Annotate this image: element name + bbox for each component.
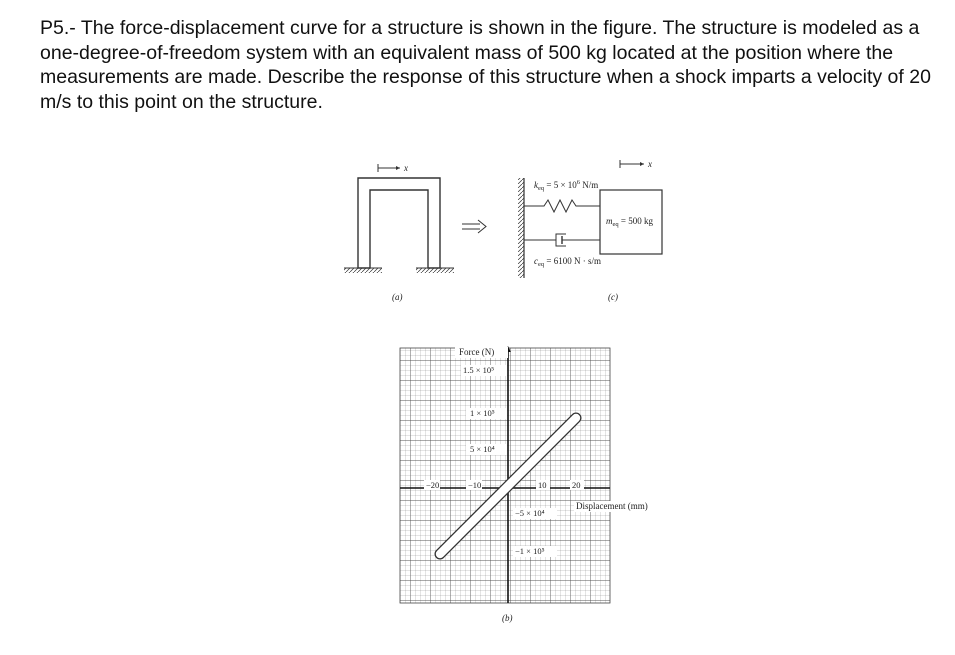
y-tick-label: 5 × 10⁴ xyxy=(470,444,495,454)
damper-icon xyxy=(524,234,600,246)
x-tick-label: 10 xyxy=(538,480,547,490)
frame-x-label: x xyxy=(404,163,408,173)
problem-figure xyxy=(330,140,670,635)
model-wall-hatch xyxy=(518,178,524,278)
k-unit: N/m xyxy=(580,180,599,190)
right-ground-hatch xyxy=(416,268,454,273)
force-displacement-graph xyxy=(400,346,666,623)
left-ground-hatch xyxy=(344,268,382,273)
x-tick-label: −20 xyxy=(426,480,440,490)
k-symbol: k xyxy=(534,180,538,190)
svg-text:keq = 5 × 106 N/m xyxy=(534,179,598,192)
k-subscript: eq xyxy=(538,185,545,192)
sdof-model-diagram xyxy=(518,159,662,302)
equivalence-arrow-icon xyxy=(462,220,486,233)
m-value: = 500 kg xyxy=(618,216,653,226)
y-tick-label: −5 × 10⁴ xyxy=(515,508,545,518)
m-subscript: eq xyxy=(612,221,619,228)
c-subscript: eq xyxy=(538,261,545,268)
model-figure-label: (c) xyxy=(608,292,618,302)
frame-diagram xyxy=(344,163,454,302)
x-axis-label: Displacement (mm) xyxy=(576,501,648,511)
x-tick-label: 20 xyxy=(572,480,581,490)
svg-text:ceq = 6100 N · s/m xyxy=(534,256,601,268)
problem-statement: P5.- The force-displacement curve for a structure is shown in the figure. The structure is modeled as a one-degree-of-freedom system with an equivalent mass of 500 kg located at the position where the measurements are made. Describe the response of this structure when a shock imparts a velocity of 20 m/s to this point on the structure. xyxy=(40,17,931,113)
model-x-label: x xyxy=(648,159,652,169)
frame-figure-label: (a) xyxy=(392,292,403,302)
graph-coarse-grid xyxy=(400,348,610,603)
m-symbol: m xyxy=(606,216,613,226)
y-tick-label: 1 × 10⁵ xyxy=(470,408,495,418)
x-tick-label: −10 xyxy=(468,480,482,490)
y-tick-label: −1 × 10⁵ xyxy=(515,546,545,556)
k-exponent: 6 xyxy=(576,179,581,186)
c-symbol: c xyxy=(534,256,538,266)
y-tick-label: 1.5 × 10⁵ xyxy=(463,365,495,375)
k-value: = 5 × 10 xyxy=(544,180,577,190)
y-axis-label: Force (N) xyxy=(459,347,495,357)
spring-icon xyxy=(524,200,600,212)
graph-figure-label: (b) xyxy=(502,613,513,623)
c-value: = 6100 N · s/m xyxy=(544,256,601,266)
